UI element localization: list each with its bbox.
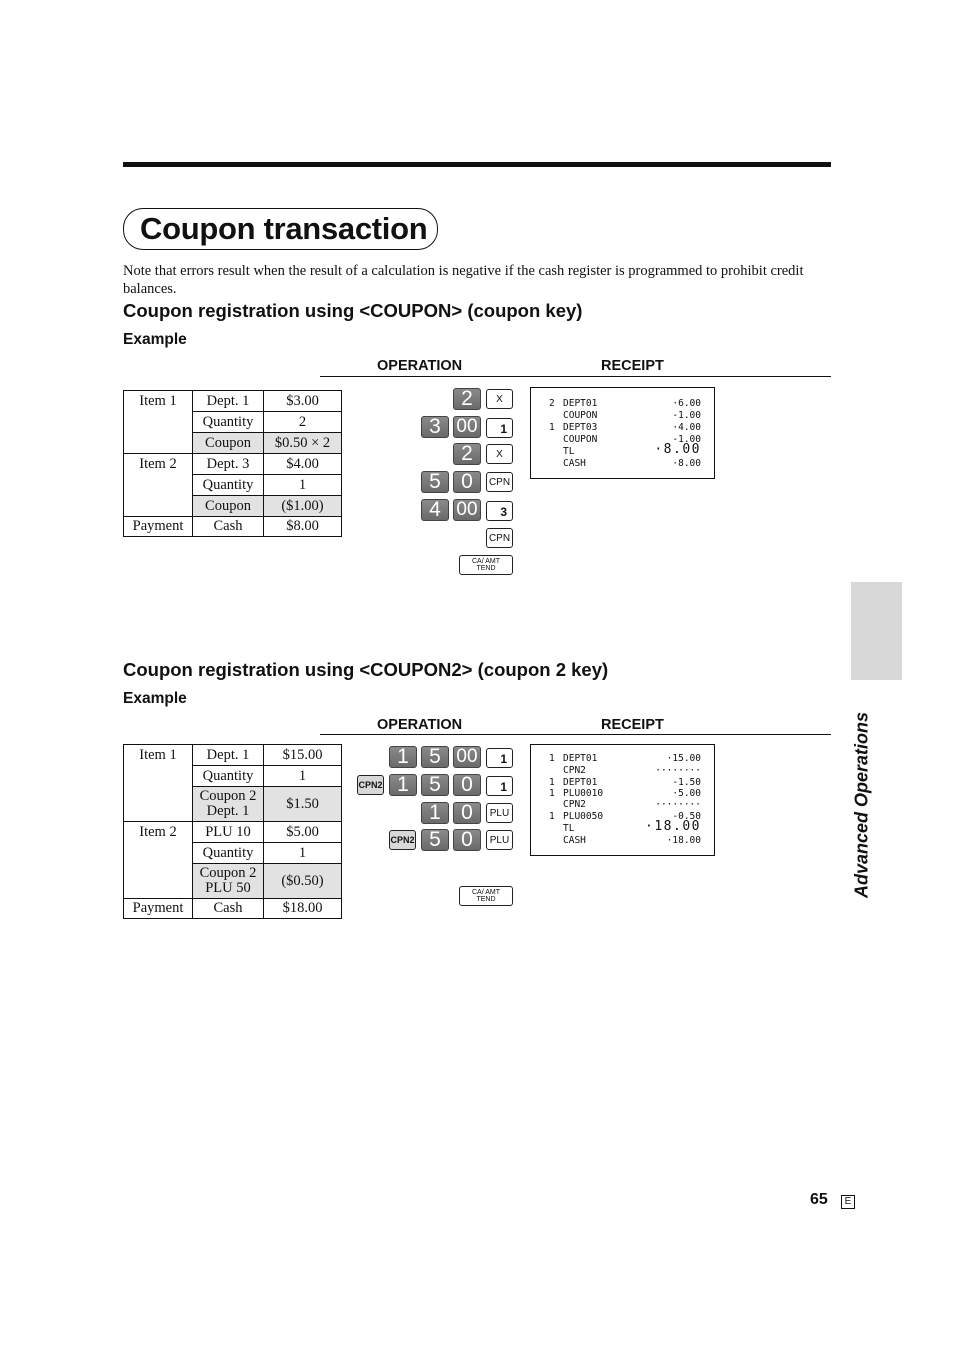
receipt-label: TL <box>563 823 575 834</box>
receipt-label: COUPON <box>563 410 598 421</box>
cell-qty1-val: 1 <box>264 766 342 787</box>
cell-item1: Item 1 <box>124 391 193 454</box>
cell-dept1-price: $3.00 <box>264 391 342 412</box>
key-digit: 5 <box>421 746 449 768</box>
cell-dept3-price: $4.00 <box>264 454 342 475</box>
cell-coupon2-line1: Coupon 2 <box>199 865 257 881</box>
cell-cash-val: $18.00 <box>264 899 342 919</box>
key-plu: PLU <box>486 830 513 850</box>
receipt-amount: ·18.00 <box>645 819 701 834</box>
receipt-label: CASH <box>563 458 586 469</box>
key-ca-amt-tend <box>459 555 513 575</box>
receipt-label: CPN2 <box>563 765 586 776</box>
receipt-line <box>549 422 701 433</box>
cell-coupon2-line1: Coupon 2 <box>199 788 257 804</box>
cell-coupon2-plu50-val: ($0.50) <box>264 864 342 899</box>
cell-item1: Item 1 <box>124 745 193 822</box>
section1-receipt <box>530 387 715 479</box>
key-dept: 3 <box>486 501 513 521</box>
receipt-amount: ·8.00 <box>654 442 701 457</box>
page-title <box>123 208 438 250</box>
key-digit: 1 <box>389 774 417 796</box>
key-digit: 1 <box>421 802 449 824</box>
ca-key-top: CA/ AMT <box>471 889 500 896</box>
key-digit: 1 <box>389 746 417 768</box>
cell-dept1: Dept. 1 <box>193 745 264 766</box>
cell-coupon2-dept1 <box>193 787 264 822</box>
section1-example-label: Example <box>123 331 187 348</box>
receipt-label: PLU0010 <box>563 788 604 799</box>
section1-operation-label: OPERATION <box>377 358 463 374</box>
key-digit: 5 <box>421 774 449 796</box>
key-dept: 1 <box>486 748 513 768</box>
key-digit: 5 <box>421 829 449 851</box>
cell-coupon2-line2: PLU 50 <box>205 880 251 896</box>
key-coupon: CPN <box>486 472 513 492</box>
receipt-label: PLU0050 <box>563 811 604 822</box>
cell-cash: Cash <box>193 899 264 919</box>
key-digit: 4 <box>421 499 449 521</box>
cell-qty1: Quantity <box>193 412 264 433</box>
side-tab-label: Advanced Operations <box>851 711 872 899</box>
receipt-line <box>549 788 701 799</box>
receipt-total-line <box>549 442 701 457</box>
cell-qty2-val: 1 <box>264 475 342 496</box>
key-digit: 2 <box>453 443 481 465</box>
cell-plu10: PLU 10 <box>193 822 264 843</box>
cell-dept1-price: $15.00 <box>264 745 342 766</box>
cell-qty2-val: 1 <box>264 843 342 864</box>
cell-coupon2: Coupon <box>193 496 264 517</box>
receipt-amount: ·6.00 <box>672 398 701 409</box>
section2-heading: Coupon registration using <COUPON2> (coupon 2 key) <box>123 659 609 680</box>
cell-payment: Payment <box>124 899 193 919</box>
receipt-qty: 1 <box>549 777 555 788</box>
receipt-total-line <box>549 819 701 834</box>
cell-dept3: Dept. 3 <box>193 454 264 475</box>
receipt-amount: -1.50 <box>672 777 701 788</box>
cell-coupon2-plu50 <box>193 864 264 899</box>
receipt-amount: -1.00 <box>672 434 701 445</box>
key-multiply: X <box>486 389 513 409</box>
receipt-amount: ········ <box>655 799 701 810</box>
cell-plu10-price: $5.00 <box>264 822 342 843</box>
key-digit: 2 <box>453 388 481 410</box>
receipt-amount: ·4.00 <box>672 422 701 433</box>
receipt-amount: ·15.00 <box>666 753 701 764</box>
key-digit: 3 <box>421 416 449 438</box>
receipt-label: TL <box>563 446 575 457</box>
cell-coupon1-val: $0.50 × 2 <box>264 433 342 454</box>
receipt-amount: ········ <box>655 765 701 776</box>
receipt-label: DEPT03 <box>563 422 598 433</box>
receipt-line <box>549 398 701 409</box>
cell-qty1: Quantity <box>193 766 264 787</box>
key-coupon2: CPN2 <box>357 775 384 795</box>
key-double-zero: 00 <box>453 416 481 438</box>
section2-example-table <box>123 744 342 919</box>
section2-header-rule <box>320 734 831 735</box>
receipt-line <box>549 753 701 764</box>
receipt-label: CASH <box>563 835 586 846</box>
side-tab <box>851 582 902 680</box>
cell-qty2: Quantity <box>193 843 264 864</box>
receipt-label: DEPT01 <box>563 777 598 788</box>
receipt-amount: -0.50 <box>672 811 701 822</box>
receipt-qty: 1 <box>549 788 555 799</box>
receipt-qty: 1 <box>549 753 555 764</box>
receipt-amount: -1.00 <box>672 410 701 421</box>
key-digit: 0 <box>453 802 481 824</box>
receipt-line <box>549 777 701 788</box>
section1-header-rule <box>320 376 831 377</box>
key-double-zero: 00 <box>453 746 481 768</box>
key-coupon: CPN <box>486 528 513 548</box>
section1-heading: Coupon registration using <COUPON> (coupon key) <box>123 300 583 321</box>
receipt-line <box>549 799 701 810</box>
cell-item2: Item 2 <box>124 454 193 517</box>
receipt-line <box>549 458 701 469</box>
cell-qty1-val: 2 <box>264 412 342 433</box>
receipt-qty: 1 <box>549 422 555 433</box>
key-plu: PLU <box>486 803 513 823</box>
page-number: 65 <box>810 1191 828 1208</box>
cell-cash: Cash <box>193 517 264 537</box>
page-title-text: Coupon transaction <box>140 211 428 246</box>
receipt-qty: 2 <box>549 398 555 409</box>
cell-payment: Payment <box>124 517 193 537</box>
receipt-line <box>549 410 701 421</box>
key-double-zero: 00 <box>453 499 481 521</box>
key-digit: 5 <box>421 471 449 493</box>
key-digit: 0 <box>453 774 481 796</box>
key-digit: 0 <box>453 471 481 493</box>
receipt-amount: ·8.00 <box>672 458 701 469</box>
key-coupon2: CPN2 <box>389 830 416 850</box>
receipt-line <box>549 835 701 846</box>
receipt-line <box>549 765 701 776</box>
cell-coupon2-val: ($1.00) <box>264 496 342 517</box>
cell-coupon1: Coupon <box>193 433 264 454</box>
key-dept: 1 <box>486 776 513 796</box>
section2-example-label: Example <box>123 690 187 707</box>
ca-key-bottom: TEND <box>476 565 496 572</box>
section2-operation-label: OPERATION <box>377 717 463 733</box>
receipt-qty: 1 <box>549 811 555 822</box>
receipt-label: COUPON <box>563 434 598 445</box>
note-text: Note that errors result when the result of a calculation is negative if the cash register is programmed to prohibit credit balances. <box>123 263 804 297</box>
section2-receipt-label: RECEIPT <box>601 717 664 733</box>
key-dept: 1 <box>486 418 513 438</box>
receipt-amount: ·5.00 <box>672 788 701 799</box>
section2-receipt <box>530 744 715 856</box>
key-ca-amt-tend <box>459 886 513 906</box>
page-language-badge: E <box>841 1195 855 1209</box>
cell-dept1: Dept. 1 <box>193 391 264 412</box>
receipt-label: DEPT01 <box>563 753 598 764</box>
cell-cash-val: $8.00 <box>264 517 342 537</box>
receipt-amount: ·18.00 <box>666 835 701 846</box>
cell-coupon2-line2: Dept. 1 <box>206 803 250 819</box>
cell-item2: Item 2 <box>124 822 193 899</box>
ca-key-bottom: TEND <box>476 896 496 903</box>
ca-key-top: CA/ AMT <box>471 558 500 565</box>
key-digit: 0 <box>453 829 481 851</box>
receipt-label: CPN2 <box>563 799 586 810</box>
receipt-label: DEPT01 <box>563 398 598 409</box>
top-rule <box>123 162 831 167</box>
cell-qty2: Quantity <box>193 475 264 496</box>
key-multiply: X <box>486 444 513 464</box>
cell-coupon2-dept1-val: $1.50 <box>264 787 342 822</box>
section1-example-table <box>123 390 342 537</box>
section1-receipt-label: RECEIPT <box>601 358 664 374</box>
